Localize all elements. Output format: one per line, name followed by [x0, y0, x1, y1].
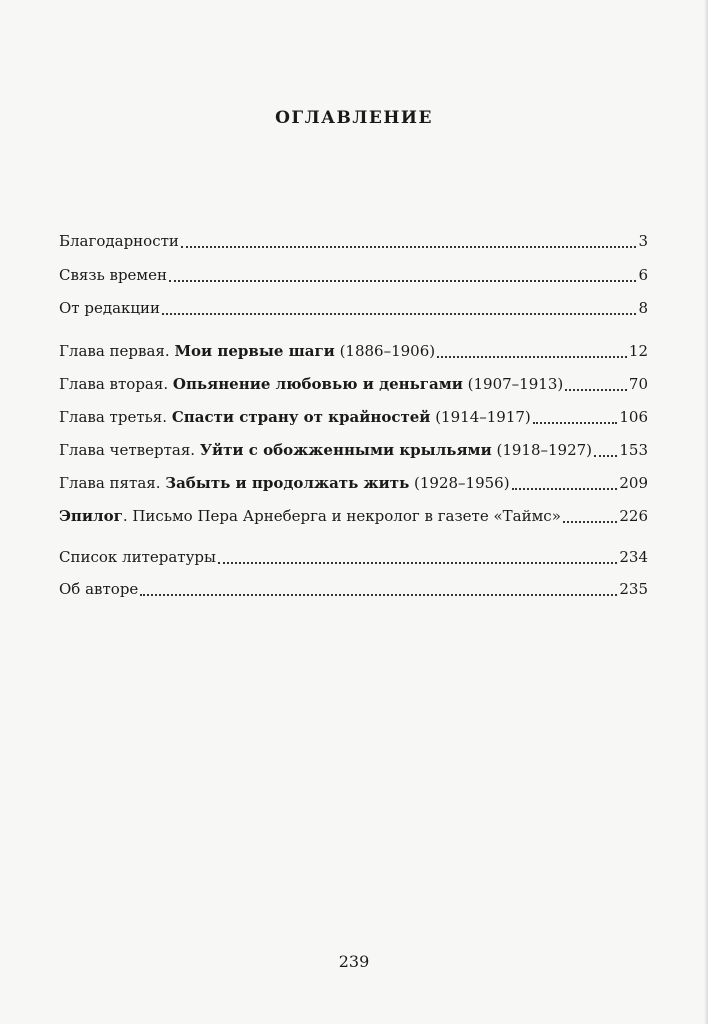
toc-entry-title: Глава вторая. Опьянение любовью и деньгами (1907–1913): [59, 375, 564, 393]
dot-leader: [594, 439, 617, 457]
dot-leader: [437, 340, 627, 358]
page-number: 239: [338, 952, 370, 971]
toc-entry-title: Связь времен: [59, 266, 167, 284]
page-edge-shadow: [704, 0, 708, 1024]
dot-leader: [512, 472, 618, 490]
toc-entry-page: 12: [628, 342, 648, 360]
toc-entry-chapter-4[interactable]: [59, 437, 648, 461]
toc-entry-epilogue[interactable]: [59, 503, 648, 527]
dot-leader: [533, 406, 618, 424]
toc-entry-title: Благодарности: [59, 232, 179, 250]
toc-entry-page: 153: [619, 441, 648, 459]
dot-leader: [140, 578, 617, 596]
toc-entry-page: 8: [638, 299, 648, 317]
toc-entry-page: 3: [638, 232, 648, 250]
toc-entry-page: 209: [619, 474, 648, 492]
toc-entry-title: Список литературы: [59, 548, 216, 566]
toc-entry-chapter-1[interactable]: [59, 338, 648, 362]
toc-entry-page: 235: [619, 580, 648, 598]
toc-entry-title: Глава четвертая. Уйти с обожженными крыльями (1918–1927): [59, 441, 593, 459]
toc-entry-about-author[interactable]: [59, 576, 648, 600]
toc-entry-acknowledgements[interactable]: [59, 228, 648, 252]
toc-entry-title: Глава третья. Спасти страну от крайностей (1914–1917): [59, 408, 531, 426]
toc-entry-page: 6: [638, 266, 648, 284]
toc-entry-chapter-3[interactable]: [59, 404, 648, 428]
toc-entry-title: Глава первая. Мои первые шаги (1886–1906): [59, 342, 436, 360]
toc-entry-chapter-2[interactable]: [59, 371, 648, 395]
toc-entry-page: 226: [619, 507, 648, 525]
toc-entry-title: От редакции: [59, 299, 161, 317]
toc-entry-connection-of-times[interactable]: [59, 262, 648, 286]
toc-entry-page: 70: [628, 375, 648, 393]
dot-leader: [218, 546, 617, 564]
dot-leader: [162, 297, 636, 315]
toc-entry-title: Эпилог. Письмо Пера Арнеберга и некролог в газете «Таймс»: [59, 507, 561, 525]
toc-entry-page: 234: [619, 548, 648, 566]
toc-entry-bibliography[interactable]: [59, 544, 648, 568]
dot-leader: [563, 505, 617, 523]
toc-entry-page: 106: [619, 408, 648, 426]
toc-entry-title: Глава пятая. Забыть и продолжать жить (1928–1956): [59, 474, 510, 492]
contents-heading: ОГЛАВЛЕНИЕ: [275, 108, 433, 128]
toc-entry-title: Об авторе: [59, 580, 139, 598]
toc-entry-editorial[interactable]: [59, 295, 648, 319]
dot-leader: [565, 373, 627, 391]
dot-leader: [181, 230, 637, 248]
dot-leader: [169, 264, 636, 282]
toc-entry-chapter-5[interactable]: [59, 470, 648, 494]
